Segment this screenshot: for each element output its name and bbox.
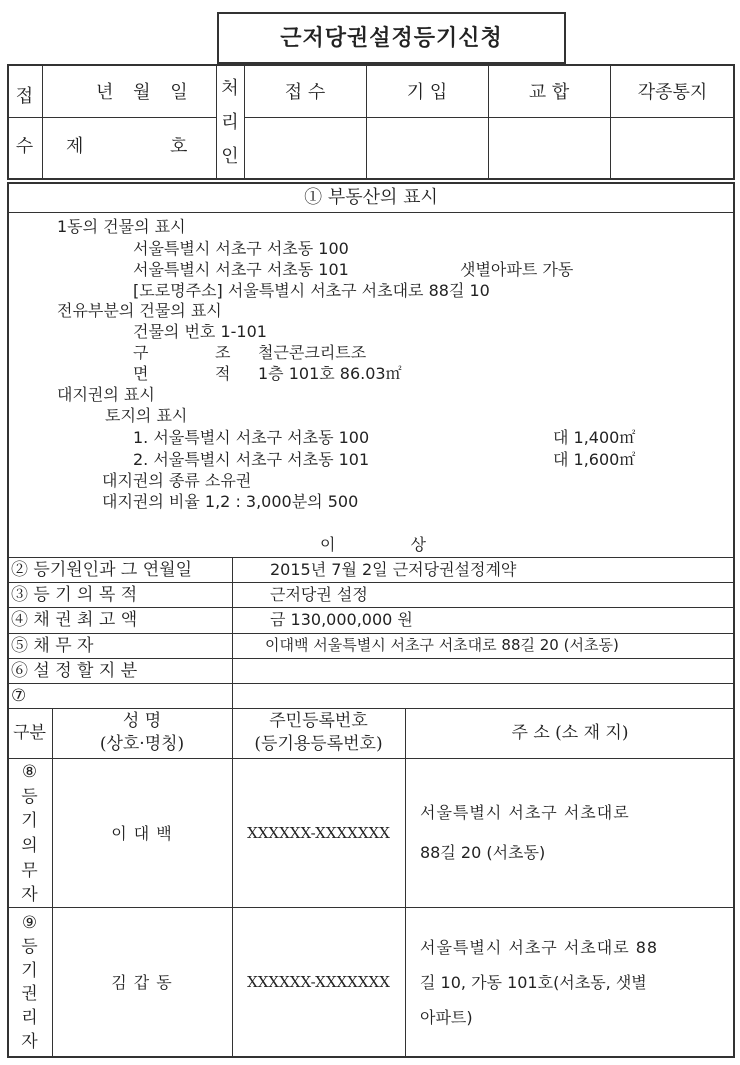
property-line: 면 — [133, 364, 149, 383]
property-line: 적 — [215, 364, 231, 383]
processor-label-2: 리 — [221, 112, 239, 133]
party-name-obligor: 이 대 백 — [111, 824, 173, 843]
property-line: 대지권의 종류 소유권 — [102, 471, 252, 490]
property-line: 전유부분의 건물의 표시 — [57, 301, 222, 320]
party-address-holder-3: 아파트) — [420, 1008, 473, 1027]
party-address-holder-2: 길 10, 가동 101호(서초동, 샛별 — [420, 973, 647, 992]
property-line: 대 1,400㎡ — [553, 428, 636, 447]
property-line: 토지의 표시 — [105, 406, 188, 425]
property-line: 서울특별시 서초구 서초동 100 — [133, 239, 349, 258]
party-role-obligor: ⑧ 등 기 의 무 자 — [21, 762, 38, 906]
party-id-obligor: XXXXXX-XXXXXXX — [247, 824, 390, 842]
field-label-debtor: ⑤ 채 무 자 — [11, 636, 94, 656]
property-line: 1. 서울특별시 서초구 서초동 100 — [133, 428, 370, 447]
party-header-address: 주 소 (소 재 지) — [511, 723, 629, 743]
property-line: 대지권의 비율 1,2 : 3,000분의 500 — [102, 492, 359, 511]
property-line: [도로명주소] 서울특별시 서초구 서초대로 88길 10 — [133, 281, 490, 300]
col-notice: 각종통지 — [637, 82, 708, 103]
col-collation: 교 합 — [528, 82, 570, 103]
form-title: 근저당권설정등기신청 — [280, 26, 503, 51]
reception-number-suffix: 호 — [170, 136, 188, 157]
property-line: 1층 101호 86.03㎡ — [258, 364, 402, 383]
party-address-obligor-1: 서울특별시 서초구 서초대로 — [420, 803, 630, 822]
property-line: 조 — [215, 343, 231, 362]
property-line: 1동의 건물의 표시 — [57, 217, 186, 236]
party-name-holder: 김 갑 동 — [111, 973, 173, 992]
field-label-purpose: ③ 등 기 의 목 적 — [11, 585, 138, 605]
property-line: 구 — [133, 343, 149, 362]
reception-date: 년 월 일 — [96, 82, 188, 103]
property-line: 대 1,600㎡ — [553, 450, 636, 469]
party-id-holder: XXXXXX-XXXXXXX — [247, 973, 390, 991]
field-value-debtor: 이대백 서울특별시 서초구 서초대로 88길 20 (서초동) — [265, 636, 619, 654]
party-header-name-1: 성 명 — [122, 711, 162, 731]
property-line: 2. 서울특별시 서초구 서초동 101 — [133, 450, 370, 469]
processor-label-1: 처 — [221, 78, 239, 99]
party-header-category: 구분 — [13, 723, 46, 743]
reception-number-prefix: 제 — [66, 136, 84, 157]
property-heading: ① 부동산의 표시 — [304, 187, 438, 208]
property-line: 샛별아파트 가동 — [460, 260, 574, 279]
property-end-mark: 이 상 — [320, 535, 426, 554]
property-line: 서울특별시 서초구 서초동 101 — [133, 260, 349, 279]
party-header-id-1: 주민등록번호 — [269, 711, 368, 731]
field-label-max-amount: ④ 채 권 최 고 액 — [11, 610, 138, 630]
col-entry: 기 입 — [406, 82, 448, 103]
property-line: 대지권의 표시 — [57, 385, 155, 404]
party-header-id-2: (등기용등록번호) — [254, 734, 383, 754]
party-header-name-2: (상호·명칭) — [99, 734, 185, 754]
party-role-holder: ⑨ 등 기 권 리 자 — [21, 913, 38, 1052]
party-address-holder-1: 서울특별시 서초구 서초대로 88 — [420, 938, 659, 957]
field-label-seven: ⑦ — [11, 686, 27, 706]
field-value-purpose: 근저당권 설정 — [270, 585, 368, 604]
col-reception: 접 수 — [284, 82, 326, 103]
field-label-cause: ② 등기원인과 그 연월일 — [11, 560, 193, 580]
field-value-cause: 2015년 7월 2일 근저당권설정계약 — [270, 560, 517, 579]
property-line: 철근콘크리트조 — [258, 343, 367, 362]
processor-label-3: 인 — [221, 146, 239, 167]
reception-label-top: 접 — [15, 86, 34, 107]
field-label-share: ⑥ 설 정 할 지 분 — [11, 661, 138, 681]
party-address-obligor-2: 88길 20 (서초동) — [420, 843, 546, 862]
field-value-max-amount: 금 130,000,000 원 — [270, 610, 413, 629]
property-line: 건물의 번호 1-101 — [133, 322, 267, 341]
reception-label-bottom: 수 — [15, 136, 34, 157]
